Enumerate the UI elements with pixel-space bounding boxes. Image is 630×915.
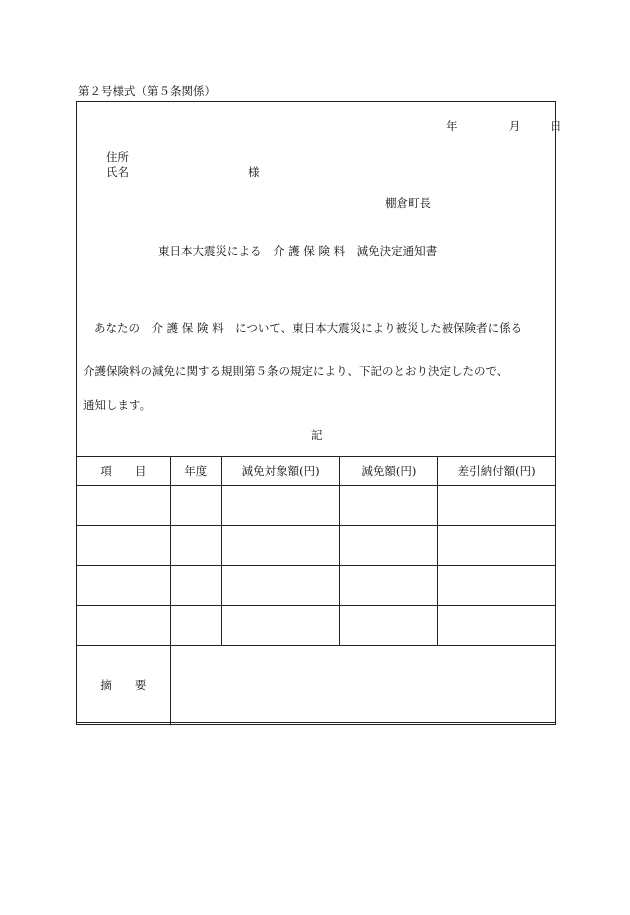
table-cell	[221, 526, 340, 566]
header-reduction-amount: 減免額(円)	[340, 457, 438, 486]
table-cell	[77, 486, 171, 526]
summary-label: 摘 要	[77, 646, 171, 725]
table-cell	[221, 566, 340, 606]
table-row	[77, 486, 556, 526]
table-cell	[438, 486, 556, 526]
table-cell	[340, 526, 438, 566]
table-row	[77, 566, 556, 606]
table-cell	[340, 566, 438, 606]
ki-heading: 記	[311, 428, 323, 442]
header-net-payment: 差引納付額(円)	[438, 457, 556, 486]
header-item: 項 目	[77, 457, 171, 486]
table-cell	[340, 486, 438, 526]
honorific: 様	[248, 165, 260, 179]
table-cell	[221, 606, 340, 646]
body-line-3: 通知します。	[83, 398, 152, 412]
body-line-2: 介護保険料の減免に関する規則第５条の規定により、下記のとおり決定したので、	[83, 364, 509, 378]
table-cell	[438, 566, 556, 606]
date-line	[446, 118, 561, 134]
date-month: 月	[508, 119, 521, 133]
address-label: 住所	[106, 150, 129, 164]
table-cell	[170, 486, 221, 526]
table-cell	[170, 606, 221, 646]
sender-mayor: 棚倉町長	[385, 196, 431, 210]
table-header-row	[77, 457, 556, 486]
table-cell	[170, 566, 221, 606]
table-cell	[77, 526, 171, 566]
header-fiscal-year: 年度	[170, 457, 221, 486]
header-target-amount: 減免対象額(円)	[221, 457, 340, 486]
table-row	[77, 526, 556, 566]
table-row	[77, 606, 556, 646]
date-year: 年	[446, 119, 458, 133]
table-cell	[170, 526, 221, 566]
date-day: 日	[549, 119, 562, 133]
table-cell	[77, 566, 171, 606]
document-title: 東日本大震災による 介 護 保 険 料 減免決定通知書	[158, 244, 438, 258]
table-cell	[438, 526, 556, 566]
table-cell	[438, 606, 556, 646]
body-line-1: あなたの 介 護 保 険 料 について、東日本大震災により被災した被保険者に係る	[94, 321, 523, 335]
table-cell	[221, 486, 340, 526]
summary-value	[170, 646, 555, 725]
form-number-label: 第２号様式（第５条関係）	[78, 84, 216, 98]
summary-row	[77, 646, 556, 725]
name-label: 氏名	[106, 165, 129, 179]
table-cell	[77, 606, 171, 646]
reduction-table	[76, 456, 556, 725]
table-cell	[340, 606, 438, 646]
